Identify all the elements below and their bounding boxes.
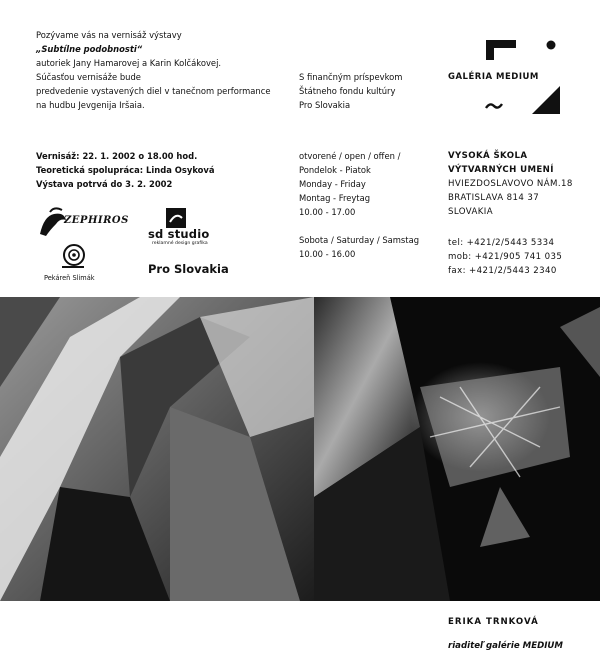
sponsor-line: S finančným príspevkom <box>299 72 403 82</box>
sdstudio-label: sd studio <box>148 227 210 241</box>
hours-line: Pondelok - Piatok <box>299 165 371 175</box>
hours-line: 10.00 - 16.00 <box>299 249 356 259</box>
event-info <box>36 149 215 191</box>
school-line: VÝTVARNÝCH UMENÍ <box>448 165 554 175</box>
invitation-line: predvedenie vystavených diel v tanečnom performance <box>36 86 271 96</box>
mobile: mob: +421/905 741 035 <box>448 252 563 262</box>
sponsor-note <box>299 70 402 112</box>
school-line: HVIEZDOSLAVOVO NÁM.18 <box>448 179 573 189</box>
theory-collab: Teoretická spolupráca: Linda Osyková <box>36 165 215 175</box>
director-role: riaditeľ galérie MEDIUM <box>448 641 563 651</box>
invitation-text <box>36 28 270 112</box>
hours-line: otvorené / open / offen / <box>299 151 401 161</box>
hours-line <box>299 219 419 233</box>
phone: tel: +421/2/5443 5334 <box>448 238 555 248</box>
director-name: ERIKA TRNKOVÁ <box>448 617 539 627</box>
exhibition-photos <box>0 297 600 601</box>
vernisaz-date: Vernisáž: 22. 1. 2002 o 18.00 hod. <box>36 151 198 161</box>
invitation-line: autoriek Jany Hamarovej a Karin Kolčákovej. <box>36 58 222 68</box>
photo-collage-image <box>0 297 600 601</box>
school-line: BRATISLAVA 814 37 <box>448 193 540 203</box>
hours-line: Monday - Friday <box>299 179 366 189</box>
sponsor-line: Štátneho fondu kultúry <box>299 86 396 96</box>
sdstudio-logo <box>148 208 228 248</box>
pekaren-label: Pekáreň Slimák <box>44 274 95 282</box>
gallery-logo <box>448 36 568 120</box>
contact-info <box>448 236 562 278</box>
exhibition-end: Výstava potrvá do 3. 2. 2002 <box>36 179 173 189</box>
invitation-line: na hudbu Jevgenija Iršaia. <box>36 100 145 110</box>
snail-icon <box>60 243 86 269</box>
school-line: SLOVAKIA <box>448 207 494 217</box>
zephiros-logo <box>36 206 136 240</box>
exhibition-title: „Subtílne podobnosti“ <box>36 44 143 54</box>
fax: fax: +421/2/5443 2340 <box>448 266 557 276</box>
sponsor-line: Pro Slovakia <box>299 100 351 110</box>
opening-hours <box>299 149 419 261</box>
hours-line: Sobota / Saturday / Samstag <box>299 235 420 245</box>
hours-line: 10.00 - 17.00 <box>299 207 356 217</box>
zephiros-label: ZEPHIROS <box>64 215 129 226</box>
invitation-line: Pozývame vás na vernisáž výstavy <box>36 30 182 40</box>
sdstudio-mark-icon <box>166 208 186 228</box>
invitation-line: Súčasťou vernisáže bude <box>36 72 141 82</box>
school-address <box>448 149 573 219</box>
gallery-name: GALÉRIA MEDIUM <box>448 72 539 82</box>
hours-line: Montag - Freytag <box>299 193 371 203</box>
sdstudio-sub: reklamné design grafika <box>152 241 208 246</box>
school-line: VYSOKÁ ŠKOLA <box>448 151 528 161</box>
pekaren-logo <box>44 243 104 283</box>
proslovakia-logo: Pro Slovakia <box>148 262 229 276</box>
